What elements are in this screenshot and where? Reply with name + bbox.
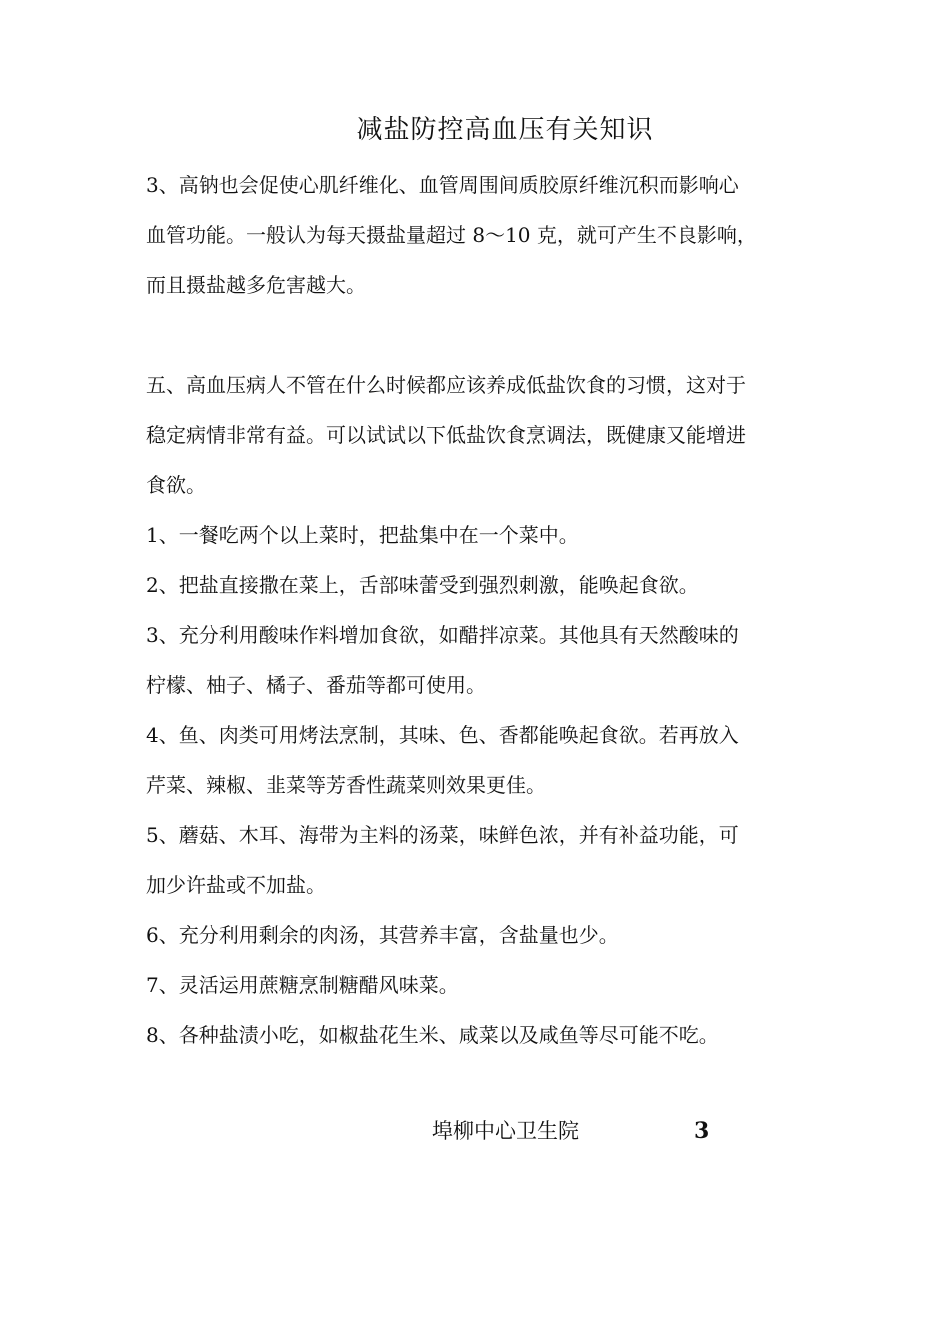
text-line: 五、高血压病人不管在什么时候都应该养成低盐饮食的习惯，这对于 <box>146 373 746 397</box>
text-line: 柠檬、柚子、橘子、番茄等都可使用。 <box>146 673 486 697</box>
footer-organization: 埠柳中心卫生院 <box>432 1119 579 1143</box>
text-line: 稳定病情非常有益。可以试试以下低盐饮食烹调法，既健康又能增进 <box>146 423 746 447</box>
text-line: 芹菜、辣椒、韭菜等芳香性蔬菜则效果更佳。 <box>146 773 546 797</box>
list-item: 5、蘑菇、木耳、海带为主料的汤菜，味鲜色浓，并有补益功能，可 <box>146 823 739 847</box>
list-item: 6、充分利用剩余的肉汤，其营养丰富，含盐量也少。 <box>146 923 619 947</box>
list-item: 7、灵活运用蔗糖烹制糖醋风味菜。 <box>146 973 459 997</box>
text-line: 血管功能。一般认为每天摄盐量超过 8～10 克，就可产生不良影响， <box>146 223 757 247</box>
text-line: 加少许盐或不加盐。 <box>146 873 326 897</box>
list-item: 8、各种盐渍小吃，如椒盐花生米、咸菜以及咸鱼等尽可能不吃。 <box>146 1023 719 1047</box>
list-item: 1、一餐吃两个以上菜时，把盐集中在一个菜中。 <box>146 523 579 547</box>
page-title: 减盐防控高血压有关知识 <box>356 115 654 145</box>
text-line: 3、高钠也会促使心肌纤维化、血管周围间质胶原纤维沉积而影响心 <box>146 173 739 197</box>
list-item: 4、鱼、肉类可用烤法烹制，其味、色、香都能唤起食欲。若再放入 <box>146 723 739 747</box>
text-line: 食欲。 <box>146 473 206 497</box>
list-item: 2、把盐直接撒在菜上，舌部味蕾受到强烈刺激，能唤起食欲。 <box>146 573 699 597</box>
list-item: 3、充分利用酸味作料增加食欲，如醋拌凉菜。其他具有天然酸味的 <box>146 623 739 647</box>
page-number: 3 <box>694 1118 710 1144</box>
text-line: 而且摄盐越多危害越大。 <box>146 273 366 297</box>
